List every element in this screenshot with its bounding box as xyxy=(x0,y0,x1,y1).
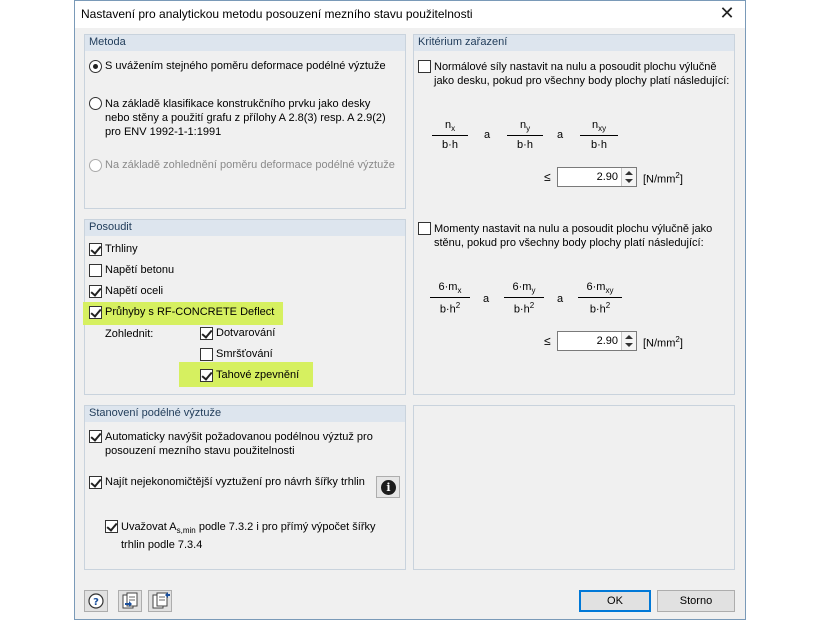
spinner-down-icon[interactable] xyxy=(625,179,633,183)
checkbox-deflections[interactable] xyxy=(89,306,274,319)
radio-button-disabled xyxy=(89,159,102,172)
wall-limit-spinner[interactable] xyxy=(557,331,637,351)
numerator-subscript: xy xyxy=(598,124,607,134)
checkbox[interactable] xyxy=(418,222,431,235)
group-stanoveni xyxy=(84,405,406,570)
checkbox[interactable] xyxy=(200,348,213,361)
checkbox[interactable] xyxy=(200,327,213,340)
less-equal-sign: ≤ xyxy=(544,170,551,184)
checkbox-label: Najít nejekonomičtější vyztužení pro návrh šířky trhlin xyxy=(105,476,365,488)
fraction-ny xyxy=(507,119,543,151)
numerator: n xyxy=(591,119,599,131)
consider-label: Zohlednit: xyxy=(105,328,154,340)
denominator: b·h xyxy=(442,139,458,152)
checkbox-label xyxy=(121,520,391,552)
group-kriterium xyxy=(413,34,735,395)
checkbox-shrinkage[interactable] xyxy=(200,348,273,361)
spinner-arrows[interactable] xyxy=(621,332,636,350)
checkbox-label: Dotvarování xyxy=(216,327,276,339)
unit-prefix: [N/mm xyxy=(643,337,676,350)
group-header-posoudit: Posoudit xyxy=(85,220,405,236)
connector-and: a xyxy=(484,129,491,141)
connector-and: a xyxy=(557,293,564,305)
unit-suffix: ] xyxy=(679,173,683,186)
spinner-up-icon[interactable] xyxy=(625,171,633,175)
checkbox-creep[interactable] xyxy=(200,327,275,340)
radio-option-equal-ratio[interactable] xyxy=(89,60,401,73)
denominator-sup: 2 xyxy=(605,301,611,311)
info-icon: i xyxy=(381,480,396,495)
denominator: b·h xyxy=(513,303,530,316)
radio-label: Na základě klasifikace konstrukčního prvku jako desky nebo stěny a použití grafu z přílohy A 2.8(3) resp. A 2.9(2) pro ENV 1992-1-1:1991 xyxy=(105,98,386,138)
numerator: n xyxy=(519,119,527,131)
help-button[interactable] xyxy=(84,590,108,612)
checkbox[interactable] xyxy=(89,243,102,256)
checkbox-label: Smršťování xyxy=(216,348,273,360)
denominator: b·h xyxy=(589,303,606,316)
unit-prefix: [N/mm xyxy=(643,173,676,186)
checkbox-label: Trhliny xyxy=(105,243,138,255)
import-icon xyxy=(119,591,141,611)
checkbox[interactable] xyxy=(89,264,102,277)
numerator: 6·m xyxy=(586,281,606,293)
numerator-subscript: y xyxy=(531,286,536,296)
numerator: 6·m xyxy=(438,281,458,293)
checkbox-label: Tahové zpevnění xyxy=(216,369,300,381)
numerator-subscript: y xyxy=(526,124,531,134)
spinner-value: 2.90 xyxy=(596,335,618,347)
denominator: b·h xyxy=(591,139,607,152)
help-icon xyxy=(85,591,107,611)
unit-sup: 2 xyxy=(675,171,680,180)
export-button[interactable] xyxy=(148,590,172,612)
group-header-kriterium: Kritérium zařazení xyxy=(414,35,734,51)
checkbox-as-min[interactable] xyxy=(105,520,397,552)
as-min-subscript: s,min xyxy=(176,526,196,536)
import-button[interactable] xyxy=(118,590,142,612)
spinner-value: 2.90 xyxy=(596,171,618,183)
radio-option-deformation-ratio xyxy=(89,159,401,172)
checkbox-wall-criterion[interactable] xyxy=(418,222,730,250)
fraction-6mx xyxy=(430,281,470,316)
denominator-sup: 2 xyxy=(455,301,461,311)
title-bar xyxy=(75,1,745,28)
group-posoudit xyxy=(84,219,406,395)
as-min-prefix: Uvažovat A xyxy=(121,521,177,533)
checkbox-label: Průhyby s RF-CONCRETE Deflect xyxy=(105,306,275,318)
connector-and: a xyxy=(557,129,564,141)
checkbox-label: Napětí betonu xyxy=(105,264,175,276)
checkbox-label: Momenty nastavit na nulu a posoudit plochu výlučně jako stěnu, pokud pro všechny body plochy platí následující: xyxy=(434,223,713,249)
ok-button[interactable]: OK xyxy=(579,590,651,612)
close-icon[interactable]: ✕ xyxy=(719,3,735,24)
fraction-nx xyxy=(432,119,468,151)
export-icon xyxy=(149,591,171,611)
checkbox-steel-stress[interactable] xyxy=(89,285,163,298)
checkbox[interactable] xyxy=(418,60,431,73)
checkbox-label: Automaticky navýšit požadovanou podélnou výztuž pro posouzení mezního stavu použitelnosti xyxy=(105,431,373,457)
svg-text:?: ? xyxy=(93,597,99,608)
checkbox-tension-stiffening[interactable] xyxy=(200,369,299,382)
cancel-button[interactable]: Storno xyxy=(657,590,735,612)
unit-sup: 2 xyxy=(675,335,680,344)
as-min-suffix: podle 7.3.2 i pro přímý výpočet šířky trhlin podle 7.3.4 xyxy=(121,521,376,552)
radio-option-classification[interactable] xyxy=(89,97,401,139)
window-title: Nastavení pro analytickou metodu posouzení mezního stavu použitelnosti xyxy=(81,7,473,21)
group-header-metoda: Metoda xyxy=(85,35,405,51)
radio-button[interactable] xyxy=(89,97,102,110)
empty-panel xyxy=(413,405,735,570)
less-equal-sign: ≤ xyxy=(544,334,551,348)
connector-and: a xyxy=(483,293,490,305)
checkbox[interactable] xyxy=(89,306,102,319)
checkbox-most-economical[interactable] xyxy=(89,476,365,489)
denominator: b·h xyxy=(517,139,533,152)
fraction-nxy xyxy=(580,119,618,151)
spinner-down-icon[interactable] xyxy=(625,343,633,347)
checkbox-label: Normálové síly nastavit na nulu a posoudit plochu výlučně jako desku, pokud pro všechny body plochy platí následující: xyxy=(434,61,730,87)
denominator: b·h xyxy=(439,303,456,316)
numerator-subscript: x xyxy=(451,124,456,134)
numerator-subscript: xy xyxy=(605,286,614,296)
checkbox[interactable] xyxy=(89,285,102,298)
checkbox[interactable] xyxy=(200,369,213,382)
radio-button-checked[interactable] xyxy=(89,60,102,73)
group-header-stanoveni: Stanovení podélné výztuže xyxy=(85,406,405,422)
numerator-subscript: x xyxy=(457,286,462,296)
fraction-6my xyxy=(504,281,544,316)
radio-label: S uvážením stejného poměru deformace podélné výztuže xyxy=(105,60,386,72)
info-button[interactable] xyxy=(376,476,400,498)
checkbox-slab-criterion[interactable] xyxy=(418,60,730,88)
denominator-sup: 2 xyxy=(529,301,535,311)
group-metoda xyxy=(84,34,406,209)
checkbox-concrete-stress[interactable] xyxy=(89,264,174,277)
checkbox[interactable] xyxy=(89,430,102,443)
unit-label xyxy=(643,335,683,350)
checkbox[interactable] xyxy=(89,476,102,489)
checkbox-auto-increase[interactable] xyxy=(89,430,401,458)
checkbox[interactable] xyxy=(105,520,118,533)
unit-label xyxy=(643,171,683,186)
radio-label: Na základě zohlednění poměru deformace podélné výztuže xyxy=(105,159,395,171)
fraction-6mxy xyxy=(578,281,622,316)
checkbox-cracks[interactable] xyxy=(89,243,138,256)
numerator: n xyxy=(444,119,452,131)
numerator: 6·m xyxy=(512,281,532,293)
checkbox-label: Napětí oceli xyxy=(105,285,164,297)
slab-limit-spinner[interactable] xyxy=(557,167,637,187)
settings-dialog xyxy=(74,0,746,620)
spinner-up-icon[interactable] xyxy=(625,335,633,339)
spinner-arrows[interactable] xyxy=(621,168,636,186)
unit-suffix: ] xyxy=(679,337,683,350)
